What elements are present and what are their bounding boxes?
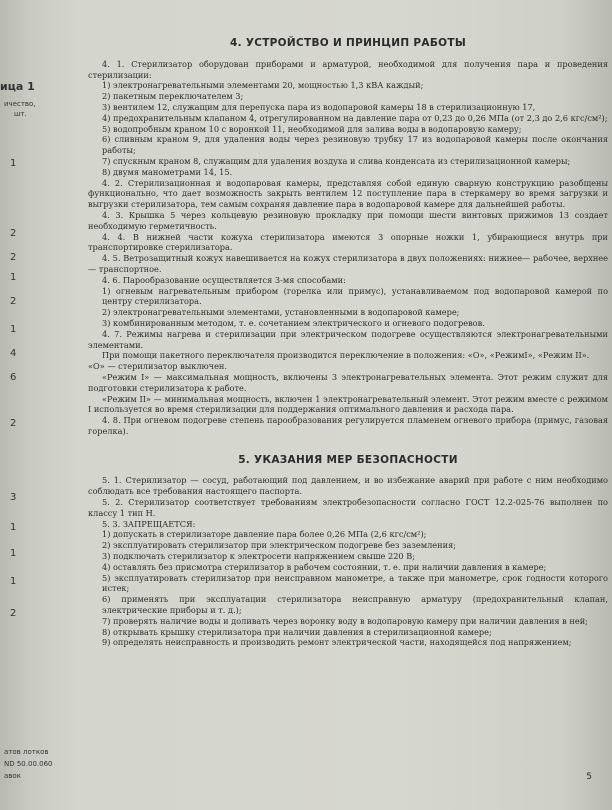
list-item: 7) проверять наличие воды и доливать через воронку воду в водопаровую камеру при наличии давления в ней; bbox=[102, 615, 588, 626]
margin-number: 3 bbox=[10, 492, 17, 503]
margin-number: 1 bbox=[10, 548, 17, 559]
list-item: 2) пакетным переключателем 3; bbox=[102, 91, 244, 102]
list-item: 4) оставлять без присмотра стерилизатор в рабочем состоянии, т. е. при наличии давления в камере; bbox=[102, 561, 547, 572]
paragraph-4-7-mode2: «Режим II» — минимальная мощность, включен 1 электронагревательный элемент. Этот режим вместе с режимом I используется во время стерилизации для поддержания оптимального давления и расхода пара. bbox=[88, 393, 608, 415]
margin-number: 1 bbox=[10, 158, 17, 169]
margin-subheader: шт. bbox=[14, 110, 27, 118]
page-number: 5 bbox=[586, 772, 592, 782]
list-item: 1) допускать в стерилизаторе давление пара более 0,26 МПа (2,6 кгс/см²); bbox=[102, 529, 427, 540]
margin-number: 2 bbox=[10, 296, 17, 307]
list-item: 9) определять неисправность и производить ремонт электрической части, находящейся под напряжением; bbox=[102, 637, 572, 648]
paragraph-4-7-mode1: «Режим I» — максимальная мощность, включены 3 электронагревательных элемента. Этот режим служит для подготовки стерилизатора к работе. bbox=[88, 371, 608, 393]
list-item: 1) электронагревательными элементами 20, мощностью 1,3 кВА каждый; bbox=[102, 80, 424, 91]
paragraph-5-1: 5. 1. Стерилизатор — сосуд, работающий под давлением, и во избежание аварий при работе с ним необходимо соблюдать все требования настоящего паспорта. bbox=[88, 475, 608, 497]
list-item: 3) вентилем 12, служащим для перепуска пара из водопаровой камеры 18 в стерилизационную 17, bbox=[102, 101, 536, 112]
margin-number: 2 bbox=[10, 418, 17, 429]
paragraph-4-6: 4. 6. Парообразование осуществляется 3-мя способами: bbox=[102, 274, 346, 285]
list-item: 3) подключать стерилизатор к электросети напряжением свыше 220 В; bbox=[102, 551, 416, 562]
paragraph-4-1: 4. 1. Стерилизатор оборудован приборами и арматурой, необходимой для получения пара и проведения стерилизации: bbox=[88, 58, 608, 80]
section-4-title: 4. УСТРОЙСТВО И ПРИНЦИП РАБОТЫ bbox=[229, 37, 467, 49]
margin-number: 1 bbox=[10, 324, 17, 335]
list-item: 3) комбинированным методом, т. е. сочетанием электрического и огневого подогревов. bbox=[102, 317, 485, 328]
list-item: 5) эксплуатировать стерилизатор при неисправном манометре, а также при манометре, срок годности которого истек; bbox=[102, 572, 608, 594]
paragraph-4-7: 4. 7. Режимы нагрева и стерилизации при электрическом подогреве осуществляются электронагревательными элементами. bbox=[88, 328, 608, 350]
paragraph-4-5: 4. 5. Ветрозащитный кожух навешивается на кожух стерилизатора в двух положениях: нижнее— рабочее, верхнее — транспортное. bbox=[88, 253, 608, 274]
margin-footnote: ND 50.00.060 bbox=[4, 760, 53, 768]
list-item: 6) применять при эксплуатации стерилизатора неисправную арматуру (предохранительный клапан, электрические приборы и т. д.); bbox=[102, 594, 608, 616]
list-item: 1) огневым нагревательным прибором (горелка или примус), устанавливаемом под водопаровой камерой по центру стерилизатора. bbox=[102, 285, 608, 307]
margin-number: 2 bbox=[10, 608, 17, 619]
margin-number: 1 bbox=[10, 576, 17, 587]
margin-number: 6 bbox=[10, 372, 17, 383]
margin-number: 2 bbox=[10, 228, 17, 239]
left-margin-fragment bbox=[0, 0, 53, 810]
paragraph-4-7-switch: При помощи пакетного переключателя производится переключение в положения: «О», «РежимI», «Режим II». bbox=[102, 350, 590, 361]
paragraph-5-3: 5. 3. ЗАПРЕЩАЕТСЯ: bbox=[102, 518, 196, 529]
paragraph-4-3: 4. 3. Крышка 5 через кольцевую резиновую прокладку при помощи шести винтовых прижимов 13 создает необходимую герметичность. bbox=[88, 209, 608, 231]
paragraph-4-8: 4. 8. При огневом подогреве степень парообразования регулируется пламенем огневого прибора (примус, газовая горелка). bbox=[88, 415, 608, 436]
list-item: 6) сливным краном 9, для удаления воды через резиновую трубку 17 из водопаровой камеры после окончания работы; bbox=[102, 134, 608, 156]
list-item: 7) спускным краном 8, служащим для удаления воздуха и слива конденсата из стерилизационной камеры; bbox=[102, 155, 571, 166]
list-item: 5) водопробным краном 10 с воронкой 11, необходимой для залива воды в водопаровую камеру; bbox=[102, 123, 522, 134]
list-item: 4) предохранительным клапаном 4, отрегулированном на давление пара от 0,23 до 0,26 МПа (от 2,3 до 2,6 кгс/см²); bbox=[102, 112, 608, 123]
list-item: 2) электронагревательными элементами, установленными в водопаровой камере; bbox=[102, 307, 460, 318]
margin-number: 1 bbox=[10, 272, 17, 283]
margin-footnote: авок bbox=[4, 772, 21, 780]
margin-number: 1 bbox=[10, 522, 17, 533]
list-item: 8) открывать крышку стерилизатора при наличии давления в стерилизационной камере; bbox=[102, 626, 492, 637]
paragraph-4-7-off: «О» — стерилизатор выключен. bbox=[88, 361, 227, 372]
paragraph-4-4: 4. 4. В нижней части кожуха стерилизатора имеются 3 опорные ножки 1, убирающиеся внутрь при транспортировке стерилизатора. bbox=[88, 231, 608, 253]
document-body bbox=[88, 38, 608, 648]
margin-header: ица 1 bbox=[0, 80, 35, 93]
margin-number: 2 bbox=[10, 252, 17, 263]
margin-number: 4 bbox=[10, 348, 17, 359]
list-item: 2) эксплуатировать стерилизатор при электрическом подогреве без заземления; bbox=[102, 540, 456, 551]
paragraph-4-2: 4. 2. Стерилизационная и водопаровая камеры, представляя собой единую сварную конструкцию разобщены функционально, что дает возможность закрыть вентилем 12 поступление пара в стеркамеру во время загрузки и выгрузки стерилизатора, тем самым сохраняя давление пара в водопаровой камере для дальнейшей работы. bbox=[88, 177, 608, 210]
list-item: 8) двумя манометрами 14, 15. bbox=[102, 166, 233, 177]
margin-subheader: ичество, bbox=[4, 100, 36, 108]
margin-footnote: атов лотков bbox=[4, 748, 49, 756]
paragraph-5-2: 5. 2. Стерилизатор соответствует требованиям электробезопасности согласно ГОСТ 12.2-025-76 выполнен по классу 1 тип Н. bbox=[88, 497, 608, 518]
section-5-title: 5. УКАЗАНИЯ МЕР БЕЗОПАСНОСТИ bbox=[238, 453, 458, 466]
